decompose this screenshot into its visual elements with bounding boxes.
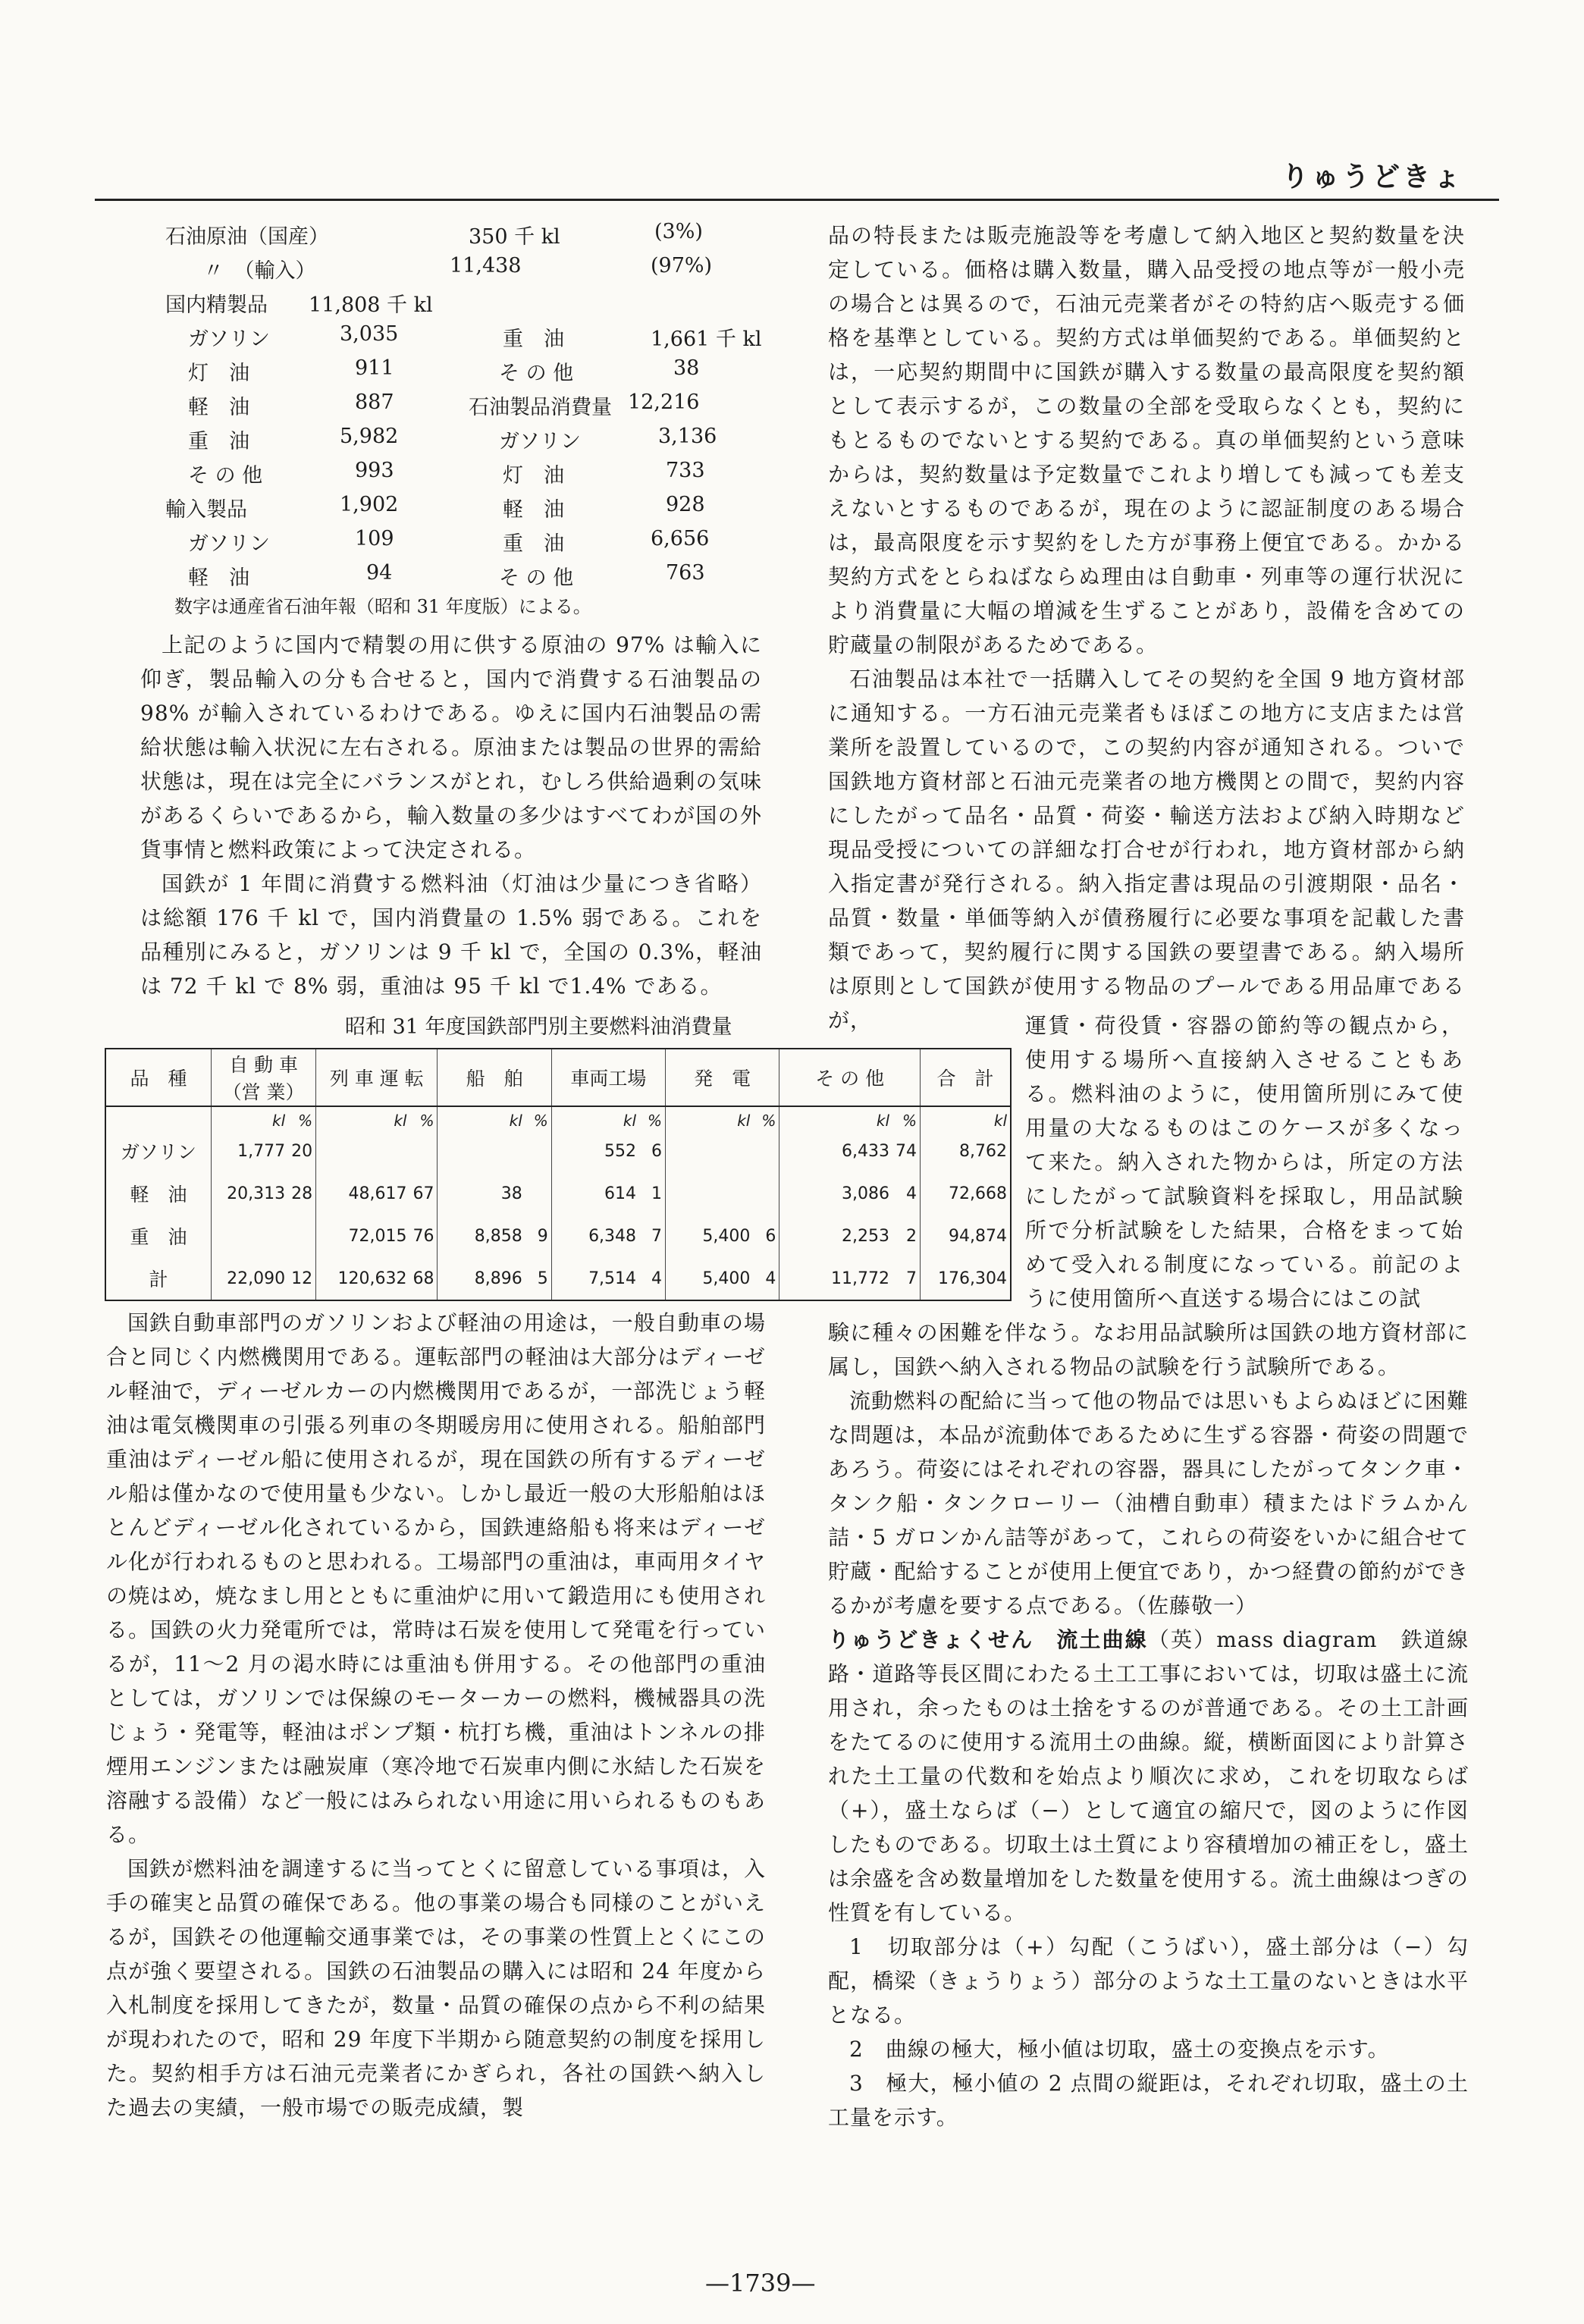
stats-row <box>165 425 749 459</box>
units-row <box>105 1106 1011 1130</box>
left-column-bottom <box>106 1306 766 2125</box>
stats-row <box>165 254 749 288</box>
stats-row <box>165 288 749 322</box>
percent-cell: 5 <box>525 1257 552 1300</box>
percent-cell <box>753 1130 779 1172</box>
kl-cell: 8,896 <box>438 1257 525 1300</box>
percent-cell: 74 <box>892 1130 921 1172</box>
page-number: —1739— <box>705 2269 816 2297</box>
entry-body: （英）mass diagram 鉄道線路・道路等長区間にわたる土工工事においては，切取は盛土に流用され，余ったものは土捨をするのが普通である。その土工計画をたてるのに使用する流用土の曲線。縦，横断面図により計算された土工量の代数和を始点より順次に求め，これを切取ならば（+），盛土ならば（−）として適宜の縮尺で，図のように作図したものである。切取土は土質により容積増加の補正をし，盛土は余盛を含め数量増加をした数量を使用する。流土曲線はつぎの性質を有している。 <box>828 1627 1469 1925</box>
column-header: そ の 他 <box>779 1049 921 1106</box>
unit-cell: % <box>525 1106 552 1130</box>
percent-cell: 4 <box>753 1257 779 1300</box>
kl-cell: 6,348 <box>551 1215 639 1257</box>
unit-cell: kl <box>921 1106 1012 1130</box>
right-column-bottom <box>828 1316 1469 2134</box>
kl-cell: 5,400 <box>666 1215 754 1257</box>
stats-label: そ の 他 <box>499 566 574 590</box>
column-header: 車両工場 <box>551 1049 665 1106</box>
list-item: 2 曲線の極大，極小値は切取，盛土の変換点を示す。 <box>849 2037 1390 2062</box>
stats-row <box>165 459 749 493</box>
paragraph: 品の特長または販売施設等を考慮して納入地区と契約数量を決定している。価格は購入数量，購入品受授の地点等が一般小売の場合とは異るので，石油元売業者がその特約店へ販売する価格を基準としている。契約方式は単価契約である。単価契約とは，一応契約期間中に国鉄が購入する数量の最高限度を契約額として表示するが，この数量の全部を受取らなくとも，契約にもとるものでないとする契約である。真の単価契約という意味からは，契約数量は予定数量でこれより増しても減っても差支えないとするものであるが，現在のように認証制度のある場合は，最高限度を示す契約をした方が事務上便宜である。かかる契約方式をとらねばならぬ理由は自動車・列車等の運行状況により消費量に大幅の増減を生ずることがあり，設備を含めての貯蔵量の制限があるためである。 <box>828 223 1465 657</box>
kl-cell: 22,090 <box>212 1257 289 1300</box>
stats-value: 38 <box>673 356 700 380</box>
unit-cell: % <box>639 1106 666 1130</box>
stats-value: 911 <box>355 356 394 380</box>
stats-label: 重 油 <box>503 532 564 556</box>
kl-cell: 38 <box>438 1172 525 1215</box>
stats-row <box>165 527 749 561</box>
kl-cell: 7,514 <box>551 1257 639 1300</box>
row-label: ガソリン <box>105 1130 212 1172</box>
percent-cell: 67 <box>409 1172 438 1215</box>
stats-value: (97%) <box>651 254 713 278</box>
column-header: 品 種 <box>105 1049 212 1106</box>
percent-cell: 12 <box>288 1257 316 1300</box>
total-cell: 72,668 <box>921 1172 1012 1215</box>
stats-value: 993 <box>355 459 394 482</box>
stats-label: そ の 他 <box>188 464 263 488</box>
stats-label: 〃 （輸入） <box>203 259 316 283</box>
right-column-top <box>828 218 1465 1037</box>
stats-label: ガソリン <box>188 328 270 351</box>
kl-cell: 120,632 <box>316 1257 410 1300</box>
table-row <box>105 1130 1011 1172</box>
unit-cell: kl <box>551 1106 639 1130</box>
stats-value: 1,902 <box>340 493 399 516</box>
kl-cell <box>316 1130 410 1172</box>
percent-cell: 6 <box>639 1130 666 1172</box>
percent-cell: 20 <box>288 1130 316 1172</box>
column-header: 発 電 <box>666 1049 779 1106</box>
stats-value: 6,656 <box>651 527 710 550</box>
stats-label: 軽 油 <box>188 566 249 590</box>
paragraph: 流動燃料の配給に当って他の物品では思いもよらぬほどに困難な問題は，本品が流動体であるために生ずる容器・荷姿の問題であろう。荷姿にはそれぞれの容器，器具にしたがってタンク車・タンク船・タンクローリー（油槽自動車）積またはドラムかん詰・5 ガロンかん詰等があって，これらの荷姿をいかに組合せて貯蔵・配給することが使用上便宜であり，かつ経費の節約ができるかが考慮を要する点である。（佐藤敬一） <box>828 1388 1469 1618</box>
stats-label: 石油製品消費量 <box>469 396 612 419</box>
unit-cell: kl <box>438 1106 525 1130</box>
paragraph: 運賃・荷役賃・容器の節約等の観点から，使用する場所へ直接納入させることもある。燃料油のように，使用箇所別にみて使用量の大なるものはこのケースが多くなって来た。納入された物からは，所定の方法にしたがって試験資料を採取し，用品試験所で分析試験をした結果，合格をまって始めて受入れる制度になっている。前記のように使用箇所へ直送する場合にはこの試 <box>1025 1013 1463 1311</box>
left-column-top <box>140 628 762 1003</box>
unit-cell: % <box>409 1106 438 1130</box>
column-header: 列 車 運 転 <box>316 1049 438 1106</box>
stats-value: 3,035 <box>340 322 399 346</box>
kl-cell: 614 <box>551 1172 639 1215</box>
header-rule <box>95 199 1499 201</box>
column-header: 合 計 <box>921 1049 1012 1106</box>
column-header: 自 動 車（営 業） <box>212 1049 316 1106</box>
unit-cell: kl <box>779 1106 892 1130</box>
kl-cell: 48,617 <box>316 1172 410 1215</box>
percent-cell: 1 <box>639 1172 666 1215</box>
stats-row <box>165 390 749 425</box>
paragraph: 国鉄自動車部門のガソリンおよび軽油の用途は，一般自動車の場合と同じく内燃機関用である。運転部門の軽油は大部分はディーゼル軽油で，ディーゼルカーの内燃機関用であるが，一部洗じょう軽油は電気機関車の引張る列車の冬期暖房用に使用される。船舶部門重油はディーゼル船に使用されるが，現在国鉄の所有するディーゼル船は僅かなので使用量も少ない。しかし最近一般の大形船舶はほとんどディーゼル化されているから，国鉄連絡船も将来はディーゼル化が行われるものと思われる。工場部門の重油は，車両用タイヤの焼はめ，焼なまし用とともに重油炉に用いて鍛造用にも使用される。国鉄の火力発電所では，常時は石炭を使用して発電を行っているが，11〜2 月の渇水時には重油も併用する。その他部門の重油としては，ガソリンでは保線のモーターカーの燃料，機械器具の洗じょう・発電等，軽油はポンプ類・杭打ち機，重油はトンネルの排煙用エンジンまたは融炭庫（寒冷地で石炭車内側に氷結した石炭を溶融する設備）など一般にはみられない用途に用いられるものもある。 <box>106 1310 767 1847</box>
paragraph: 上記のように国内で精製の用に供する原油の 97% は輸入に仰ぎ，製品輸入の分も合せると，国内で消費する石油製品の 98% が輸入されているわけである。ゆえに国内石油製品の需給状態は輸入状況に左右される。原油または製品の世界的需給状態は，現在は完全にバランスがとれ，むしろ供給過剰の気味があるくらいであるから，輸入数量の多少はすべてわが国の外貨事情と燃料政策によって決定される。 <box>140 632 762 862</box>
stats-label: 軽 油 <box>503 498 564 522</box>
list-item: 1 切取部分は（+）勾配（こうばい），盛土部分は（−）勾配，橋梁（きょうりょう）部分のような土工量のないときは水平となる。 <box>828 1934 1469 2028</box>
stats-value: 94 <box>366 561 393 585</box>
table-row <box>105 1215 1011 1257</box>
unit-cell: % <box>753 1106 779 1130</box>
row-label: 軽 油 <box>105 1172 212 1215</box>
stats-value: 3,136 <box>658 425 717 448</box>
kl-cell: 11,772 <box>779 1257 892 1300</box>
kl-cell <box>666 1130 754 1172</box>
unit-cell: kl <box>666 1106 754 1130</box>
stats-label: ガソリン <box>499 430 581 453</box>
kl-cell: 3,086 <box>779 1172 892 1215</box>
percent-cell <box>288 1215 316 1257</box>
stats-label: 石油原油（国産） <box>165 225 329 249</box>
stats-row <box>165 220 749 254</box>
stats-value: 733 <box>666 459 705 482</box>
stats-value: 763 <box>666 561 705 585</box>
kl-cell: 5,400 <box>666 1257 754 1300</box>
percent-cell: 4 <box>892 1172 921 1215</box>
entry-headword: りゅうどきょくせん 流土曲線 <box>828 1627 1148 1652</box>
kl-cell: 552 <box>551 1130 639 1172</box>
unit-cell: kl <box>316 1106 410 1130</box>
unit-cell: % <box>892 1106 921 1130</box>
stats-label: ガソリン <box>188 532 270 556</box>
stats-value: 1,661 千 kl <box>651 328 762 351</box>
stats-row <box>165 322 762 356</box>
percent-cell: 68 <box>409 1257 438 1300</box>
percent-cell: 4 <box>639 1257 666 1300</box>
stats-value: 928 <box>666 493 705 516</box>
stats-value: 887 <box>355 390 394 414</box>
list-item: 3 極大，極小値の 2 点間の縦距は，それぞれ切取，盛土の土工量を示す。 <box>828 2071 1469 2130</box>
kl-cell: 6,433 <box>779 1130 892 1172</box>
percent-cell <box>525 1172 552 1215</box>
stats-label: そ の 他 <box>499 362 574 385</box>
percent-cell: 7 <box>892 1257 921 1300</box>
stats-value: (3%) <box>654 220 703 243</box>
percent-cell: 2 <box>892 1215 921 1257</box>
total-cell: 94,874 <box>921 1215 1012 1257</box>
table-header-row <box>105 1049 1011 1106</box>
kl-cell <box>212 1215 289 1257</box>
fuel-consumption-table <box>105 1048 1012 1301</box>
right-column-narrow <box>1025 1008 1463 1316</box>
stats-value: 109 <box>355 527 394 550</box>
kl-cell: 1,777 <box>212 1130 289 1172</box>
stats-label: 輸入製品 <box>165 498 247 522</box>
paragraph: 石油製品は本社で一括購入してその契約を全国 9 地方資材部に通知する。一方石油元売業者もほぼこの地方に支店または営業所を設置しているので，この契約内容が通知される。ついで国鉄地方資材部と石油元売業者の地方機関との間で，契約内容にしたがって品名・品質・荷姿・輸送方法および納入時期など現品受授についての詳細な打合せが行われ，地方資材部から納入指定書が発行される。納入指定書は現品の引渡期限・品名・品質・数量・単価等納入が債務履行に必要な事項を記載した書類であって，契約履行に関する国鉄の要望書である。納入場所は原則として国鉄が使用する物品のプールである用品庫であるが， <box>828 666 1465 1033</box>
stats-label: 灯 油 <box>188 362 249 385</box>
kl-cell <box>438 1130 525 1172</box>
header-title: りゅうどきょ <box>1281 162 1464 193</box>
stats-value: 5,982 <box>340 425 399 448</box>
table-row <box>105 1172 1011 1215</box>
stats-label: 重 油 <box>503 328 564 351</box>
percent-cell: 9 <box>525 1215 552 1257</box>
stats-label: 軽 油 <box>188 396 249 419</box>
stats-value: 11,438 <box>450 254 522 278</box>
total-cell: 176,304 <box>921 1257 1012 1300</box>
stats-block <box>165 220 762 595</box>
percent-cell: 28 <box>288 1172 316 1215</box>
row-label: 重 油 <box>105 1215 212 1257</box>
stats-row <box>165 356 749 390</box>
stats-label: 灯 油 <box>503 464 564 488</box>
table-caption: 昭和 31 年度国鉄部門別主要燃料油消費量 <box>345 1015 732 1039</box>
stats-row <box>165 493 749 527</box>
table-row <box>105 1257 1011 1300</box>
stats-label: 重 油 <box>188 430 249 453</box>
kl-cell: 20,313 <box>212 1172 289 1215</box>
kl-cell: 2,253 <box>779 1215 892 1257</box>
row-label: 計 <box>105 1257 212 1300</box>
unit-cell: kl <box>212 1106 289 1130</box>
total-cell: 8,762 <box>921 1130 1012 1172</box>
paragraph: 験に種々の困難を伴なう。なお用品試験所は国鉄の地方資材部に属し，国鉄へ納入される物品の試験を行う試験所である。 <box>828 1320 1469 1379</box>
percent-cell: 76 <box>409 1215 438 1257</box>
stats-value: 350 千 kl <box>469 225 560 249</box>
unit-cell: % <box>288 1106 316 1130</box>
kl-cell: 8,858 <box>438 1215 525 1257</box>
stats-label: 国内精製品 11,808 千 kl <box>165 293 433 317</box>
percent-cell: 6 <box>753 1215 779 1257</box>
stats-row <box>165 561 749 595</box>
kl-cell <box>666 1172 754 1215</box>
kl-cell: 72,015 <box>316 1215 410 1257</box>
dictionary-entry <box>828 1623 1469 1930</box>
percent-cell <box>525 1130 552 1172</box>
stats-value: 12,216 <box>628 390 700 414</box>
paragraph: 国鉄が燃料油を調達するに当ってとくに留意している事項は，入手の確実と品質の確保である。他の事業の場合も同様のことがいえるが，国鉄その他運輸交通事業では，その事業の性質上とくにこの点が強く要望される。国鉄の石油製品の購入には昭和 24 年度から入札制度を採用してきたが，数量・品質の確保の点から不利の結果が現われたので，昭和 29 年度下半期から随意契約の制度を採用した。契約相手方は石油元売業者にかぎられ，各社の国鉄へ納入した過去の実績，一般市場での販売成績，製 <box>106 1856 767 2120</box>
percent-cell: 7 <box>639 1215 666 1257</box>
paragraph: 国鉄が 1 年間に消費する燃料油（灯油は少量につき省略）は総額 176 千 kl で，国内消費量の 1.5% 弱である。これを品種別にみると，ガソリンは 9 千 kl で，全国の 0.3%，軽油は 72 千 kl で 8% 弱，重油は 95 千 kl で1.4% である。 <box>140 871 762 999</box>
percent-cell <box>409 1130 438 1172</box>
stats-note: 数字は通産省石油年報（昭和 31 年度版）による。 <box>174 596 591 617</box>
column-header: 船 舶 <box>438 1049 551 1106</box>
percent-cell <box>753 1172 779 1215</box>
